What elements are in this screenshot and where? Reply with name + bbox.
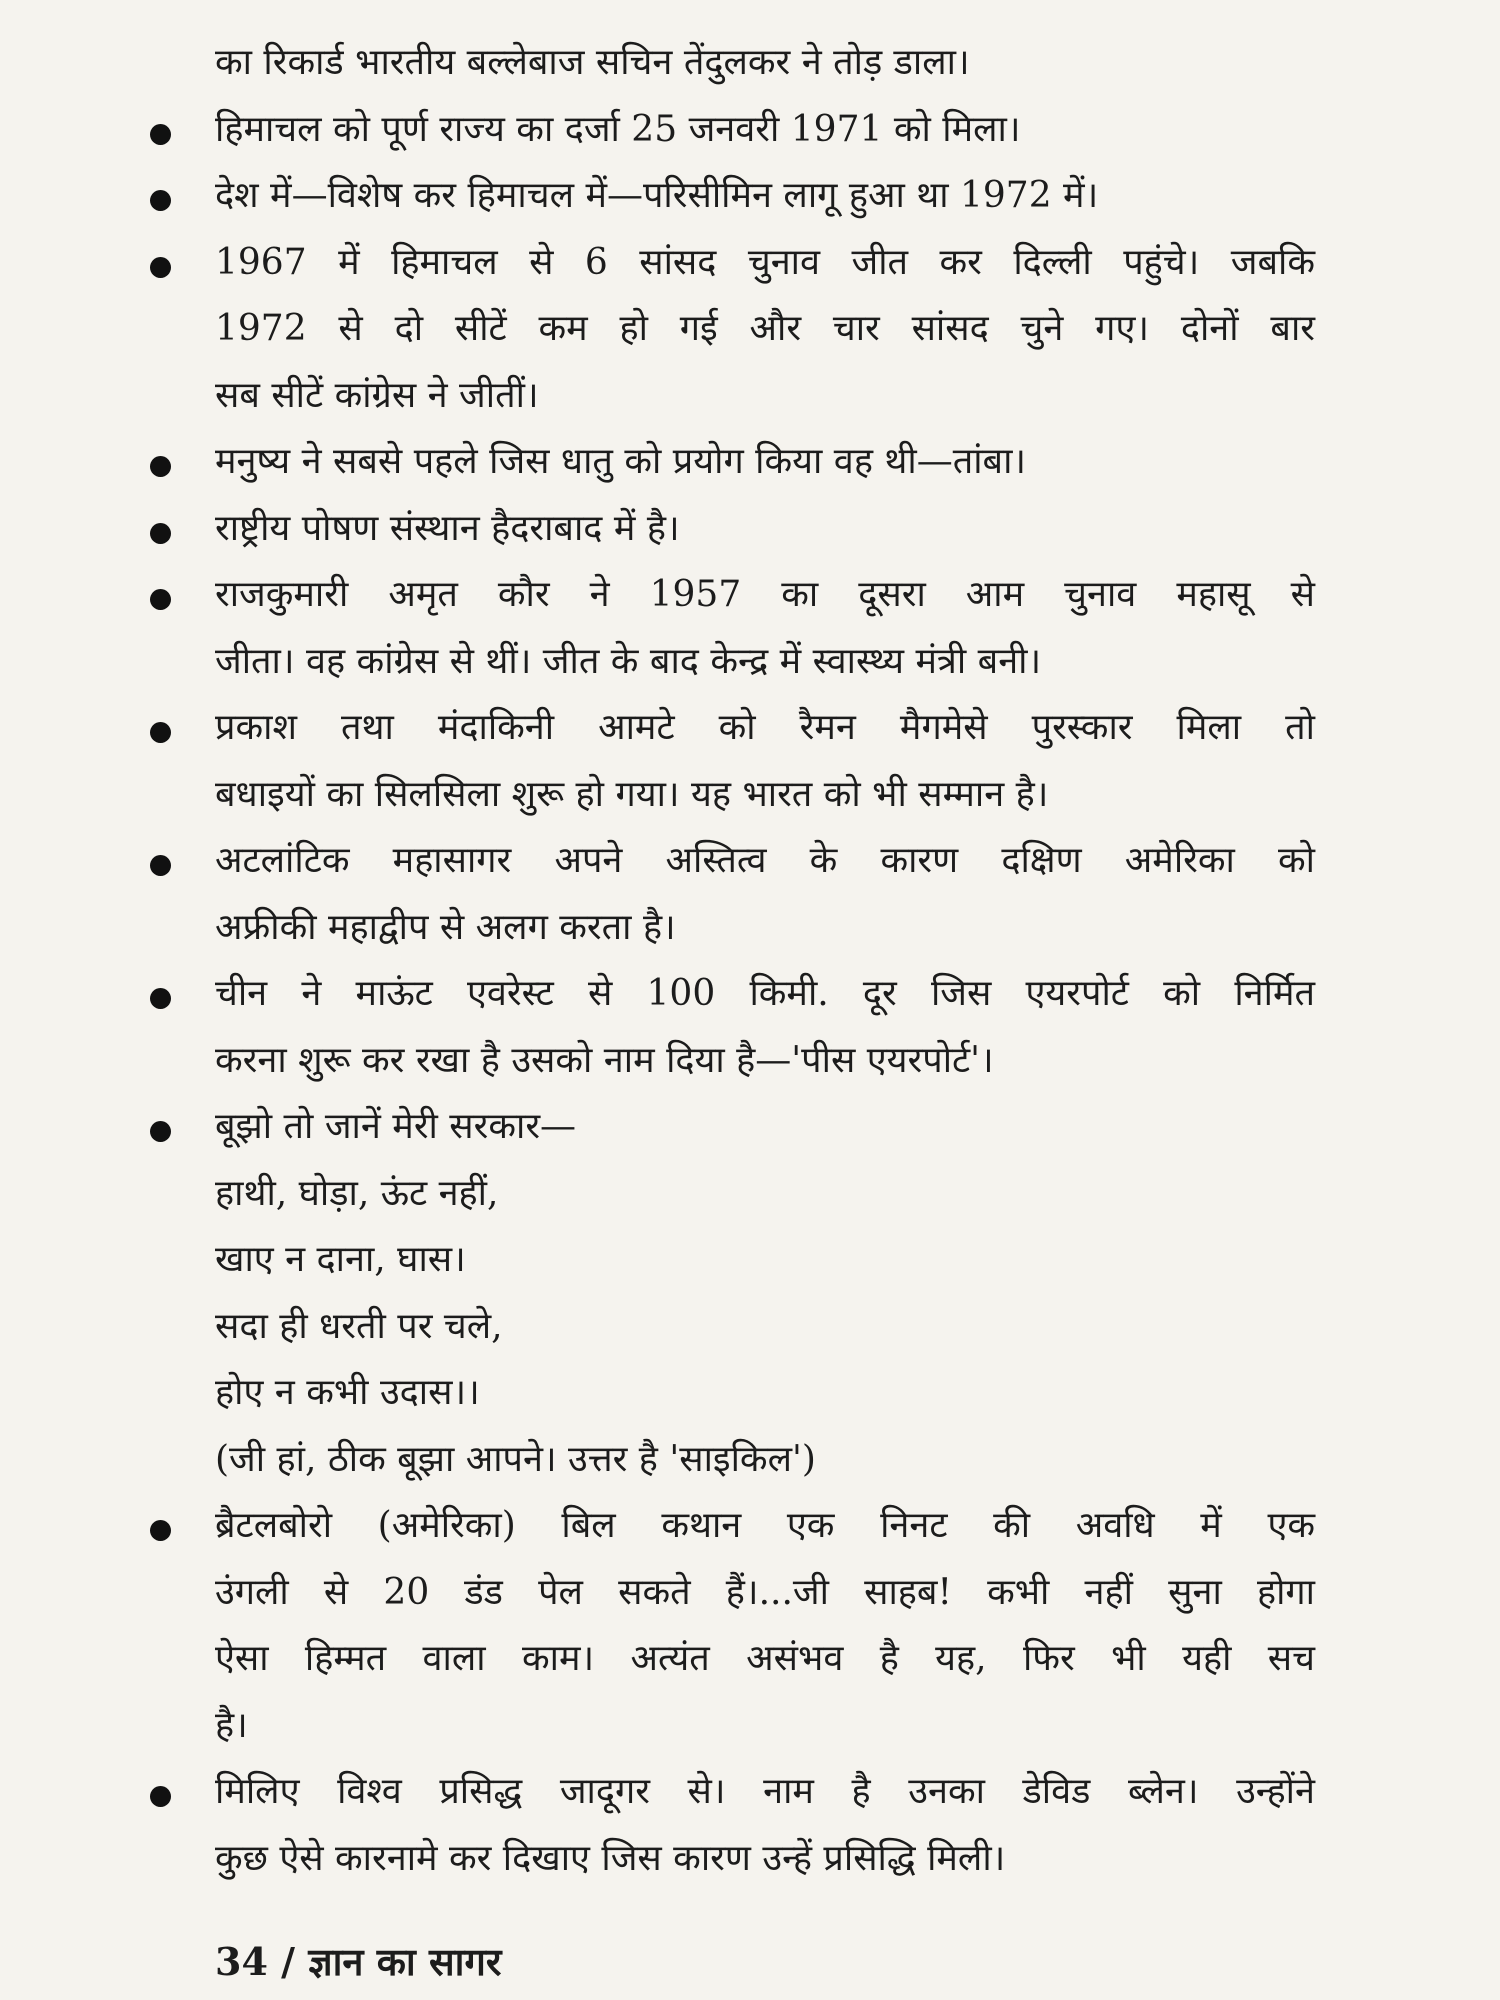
text-line: है। <box>215 1704 248 1746</box>
text-line: अटलांटिक महासागर अपने अस्तित्व के कारण दक्षिण अमेरिका को <box>215 840 1315 881</box>
page-footer: 34 / ज्ञान का सागर <box>215 1939 502 1984</box>
text-line: 1972 से दो सीटें कम हो गई और चार सांसद चुने गए। दोनों बार <box>215 308 1315 349</box>
text-line: हाथी, घोड़ा, ऊंट नहीं, <box>215 1172 499 1214</box>
text-line: सदा ही धरती पर चले, <box>215 1305 503 1347</box>
list-item <box>215 961 1315 1094</box>
list-item <box>215 1094 1315 1493</box>
text-line: (जी हां, ठीक बूझा आपने। उत्तर है 'साइकिल') <box>215 1438 816 1480</box>
list-item <box>215 1759 1315 1892</box>
page-content <box>215 30 1315 1892</box>
list-item <box>215 230 1315 430</box>
text-line: खाए न दाना, घास। <box>215 1239 466 1280</box>
list-item <box>215 163 1315 230</box>
list-item <box>215 496 1315 563</box>
text-line: देश में—विशेष कर हिमाचल में—परिसीमिन लागू हुआ था 1972 में। <box>215 175 1099 216</box>
text-line: ब्रैटलबोरो (अमेरिका) बिल कथान एक निनट की अवधि में एक <box>215 1505 1315 1546</box>
text-line: मिलिए विश्व प्रसिद्ध जादूगर से। नाम है उनका डेविड ब्लेन। उन्होंने <box>215 1771 1315 1812</box>
list-item <box>215 1493 1315 1759</box>
list-item <box>215 828 1315 961</box>
list-item <box>215 97 1315 164</box>
text-line: हिमाचल को पूर्ण राज्य का दर्जा 25 जनवरी 1971 को मिला। <box>215 108 1021 150</box>
text-line: राजकुमारी अमृत कौर ने 1957 का दूसरा आम चुनाव महासू से <box>215 574 1315 615</box>
text-line: सब सीटें कांग्रेस ने जीतीं। <box>215 374 539 416</box>
list-item <box>215 429 1315 496</box>
list-item <box>215 562 1315 695</box>
text-line: होए न कभी उदास।। <box>215 1372 480 1413</box>
text-line: अफ्रीकी महाद्वीप से अलग करता है। <box>215 906 676 948</box>
text-line: 1967 में हिमाचल से 6 सांसद चुनाव जीत कर दिल्ली पहुंचे। जबकि <box>215 241 1315 283</box>
text-line: उंगली से 20 डंड पेल सकते हैं।...जी साहब! कभी नहीं सुना होगा <box>215 1571 1315 1613</box>
list-item <box>215 30 1315 97</box>
list-item <box>215 695 1315 828</box>
text-line: बधाइयों का सिलसिला शुरू हो गया। यह भारत को भी सम्मान है। <box>215 773 1049 815</box>
text-line: चीन ने माऊंट एवरेस्ट से 100 किमी. दूर जिस एयरपोर्ट को निर्मित <box>215 973 1315 1014</box>
text-line: का रिकार्ड भारतीय बल्लेबाज सचिन तेंदुलकर ने तोड़ डाला। <box>215 42 970 83</box>
text-line: राष्ट्रीय पोषण संस्थान हैदराबाद में है। <box>215 507 680 549</box>
text-line: बूझो तो जानें मेरी सरकार— <box>215 1106 577 1147</box>
text-line: जीता। वह कांग्रेस से थीं। जीत के बाद केन्द्र में स्वास्थ्य मंत्री बनी। <box>215 640 1042 682</box>
text-line: कुछ ऐसे कारनामे कर दिखाए जिस कारण उन्हें प्रसिद्धि मिली। <box>215 1837 1006 1879</box>
text-line: मनुष्य ने सबसे पहले जिस धातु को प्रयोग किया वह थी—तांबा। <box>215 441 1027 482</box>
text-line: ऐसा हिम्मत वाला काम। अत्यंत असंभव है यह, फिर भी यही सच <box>215 1638 1315 1679</box>
text-line: प्रकाश तथा मंदाकिनी आमटे को रैमन मैगमेसे पुरस्कार मिला तो <box>215 707 1315 748</box>
text-line: करना शुरू कर रखा है उसको नाम दिया है—'पीस एयरपोर्ट'। <box>215 1039 994 1081</box>
